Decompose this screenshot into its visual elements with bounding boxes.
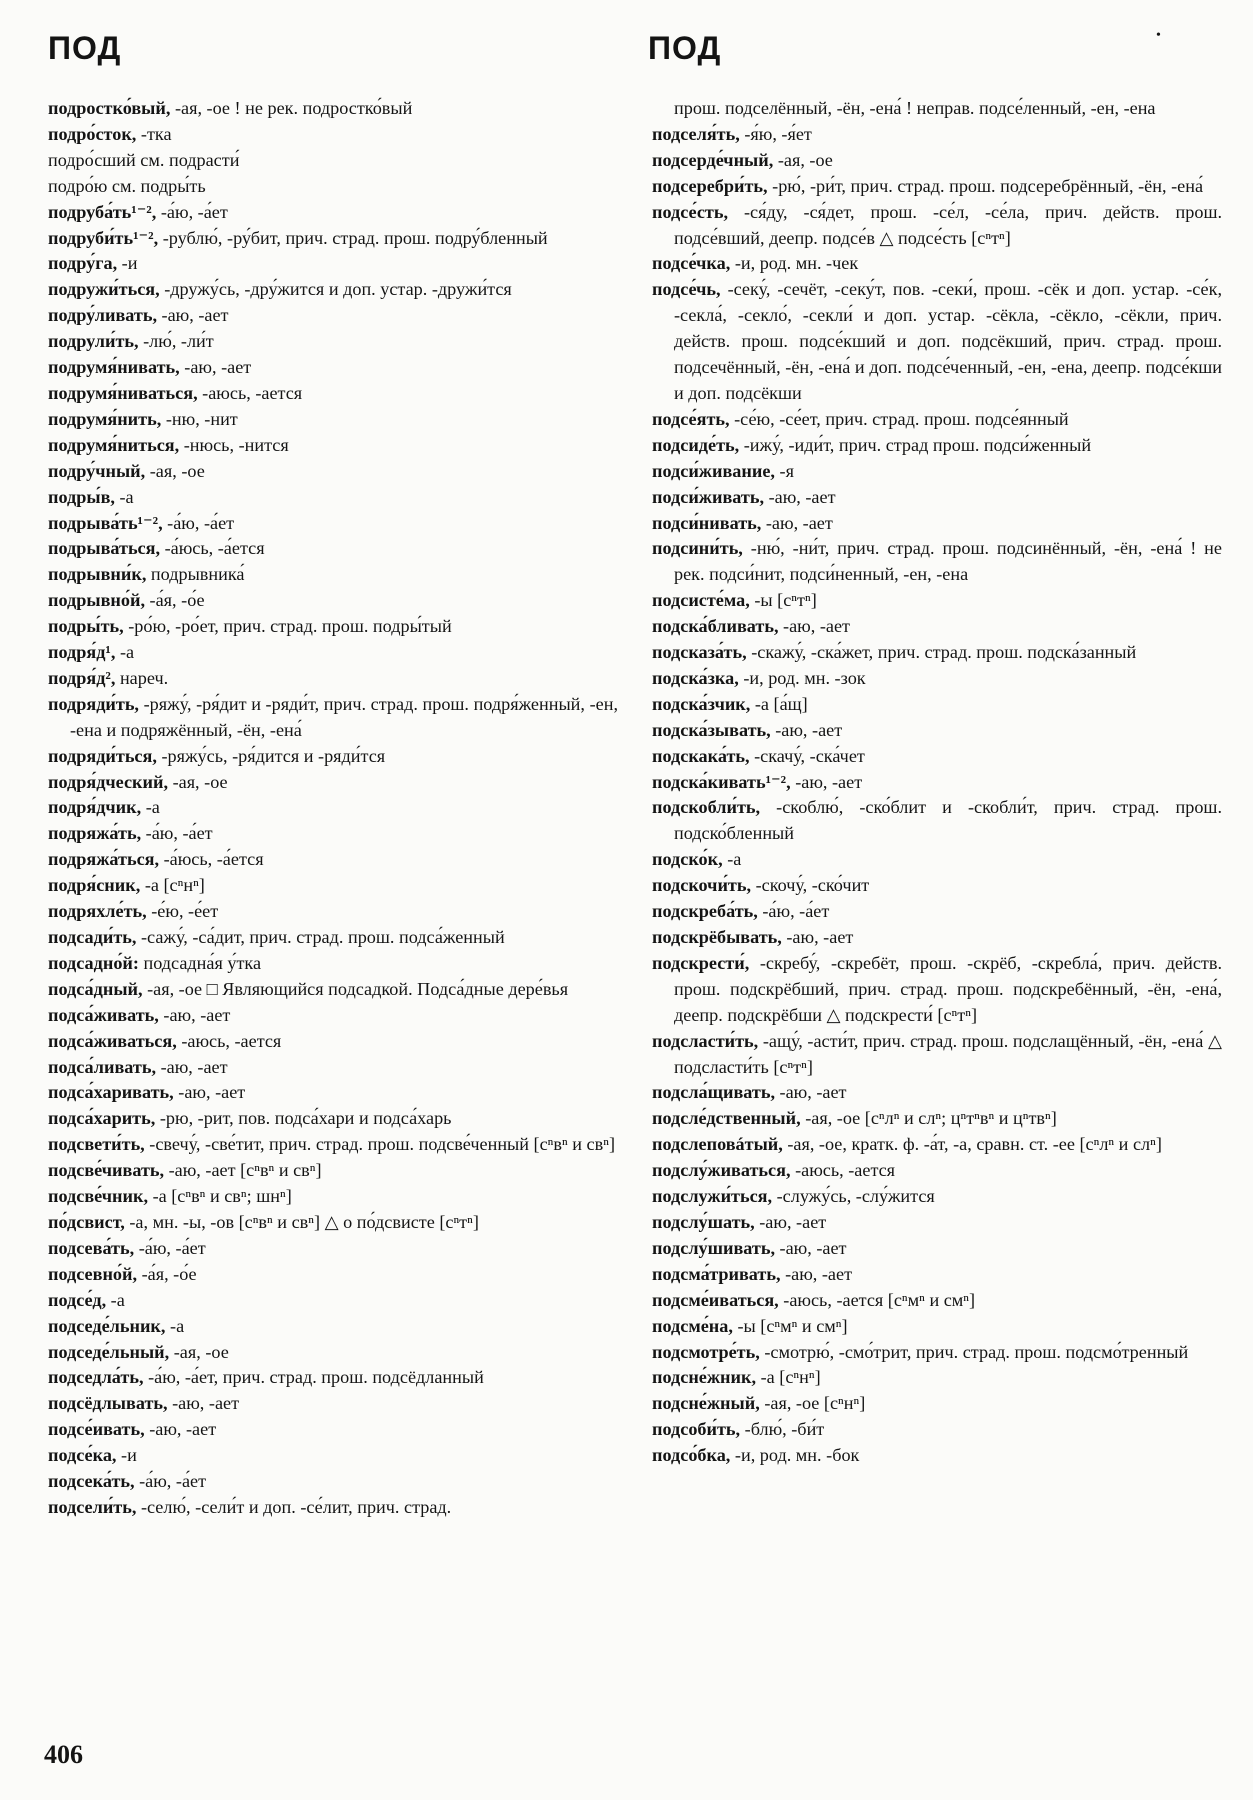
entry-headword: подря́сник,: [48, 875, 141, 896]
entry-definition: -аюсь, -ается: [176, 1030, 282, 1051]
entry-definition: -а, мн. -ы, -ов [сⁿвⁿ и свⁿ] △ о по́дсвисте [сⁿтⁿ]: [124, 1211, 479, 1232]
dictionary-entry: [48, 355, 618, 381]
dictionary-entry: [48, 1029, 618, 1055]
entry-headword: подса́живать,: [48, 1004, 159, 1025]
entry-headword: подсне́жник,: [652, 1367, 757, 1388]
entry-headword: подростко́вый,: [48, 98, 171, 118]
dictionary-entry: [652, 640, 1222, 666]
dictionary-entry: [652, 795, 1222, 847]
entry-definition: -рю, -рит, пов. подса́хари и подса́харь: [155, 1108, 452, 1129]
dictionary-entry: [652, 251, 1222, 277]
entry-headword: подсне́жный,: [652, 1393, 760, 1414]
dictionary-entry: [652, 485, 1222, 511]
entry-headword: подседе́льный,: [48, 1341, 170, 1362]
entry-definition: -а́юсь, -а́ется: [159, 849, 264, 870]
dictionary-entry: [652, 951, 1222, 1029]
dictionary-entry: [48, 1055, 618, 1081]
dictionary-entry: [48, 433, 618, 459]
entry-definition: -ся́ду, -ся́дет, прош. -се́л, -се́ла, прич. действ. прош. подсе́вший, деепр. подсе́в △ подсе́сть [сⁿтⁿ]: [674, 201, 1222, 248]
entry-definition: -и: [116, 1445, 137, 1466]
entry-definition: -а́ю, -а́ет: [134, 1237, 206, 1258]
entry-definition: -а [а́щ]: [750, 693, 808, 714]
entry-headword: подслеповáтый,: [652, 1134, 783, 1155]
entry-definition: -блю́, -би́т: [740, 1419, 825, 1440]
entry-headword: подсле́дственный,: [652, 1108, 801, 1129]
dictionary-entry: [652, 511, 1222, 537]
entry-definition: -а́ю, -а́ет: [134, 1471, 207, 1492]
entry-headword: подсели́ть,: [48, 1496, 137, 1517]
entry-headword: подсеребри́ть,: [652, 175, 768, 196]
entry-definition: -тка: [136, 123, 172, 144]
entry-definition: -а: [165, 1315, 185, 1336]
dictionary-entry: [48, 1210, 618, 1236]
entry-definition: -ащу́, -асти́т, прич. страд. прош. подслащённый, -ён, -ена́ △ подсласти́ть [сⁿтⁿ]: [674, 1030, 1222, 1077]
dictionary-entry: [652, 407, 1222, 433]
entry-headword: подсвети́ть,: [48, 1134, 145, 1155]
entry-headword: подседла́ть,: [48, 1367, 144, 1388]
entry-headword: подскреба́ть,: [652, 901, 758, 922]
entry-headword: подсве́чивать,: [48, 1160, 165, 1181]
entry-headword: подскрёбывать,: [652, 927, 782, 947]
entry-definition: -и, род. мн. -бок: [730, 1445, 860, 1466]
dictionary-entry: [48, 1158, 618, 1184]
entry-definition: -аюсь, -ается: [197, 382, 303, 403]
entry-definition: -а: [141, 797, 160, 818]
entry-headword: подси́живание,: [652, 460, 775, 481]
dictionary-entry: [652, 718, 1222, 744]
entry-headword: подседе́льник,: [48, 1315, 166, 1336]
entry-headword: подря́д¹,: [48, 642, 116, 663]
entry-headword: подсмотре́ть,: [652, 1341, 760, 1362]
dictionary-entry: [48, 666, 618, 692]
entry-definition: -сажу́, -са́дит, прич. страд. прош. подса́женный: [136, 927, 505, 947]
dictionary-entry: [48, 899, 618, 925]
entry-headword: подря́дчик,: [48, 797, 142, 818]
entry-definition: -рублю́, -ру́бит, прич. страд. прош. подру́бленный: [158, 227, 548, 248]
entry-headword: подряхле́ть,: [48, 901, 147, 922]
dictionary-entry: [652, 200, 1222, 252]
entry-definition: -а [сⁿнⁿ]: [140, 875, 205, 896]
entry-headword: подсла́щивать,: [652, 1082, 775, 1103]
dictionary-entry: [652, 873, 1222, 899]
dictionary-entry: [652, 1365, 1222, 1391]
entry-headword: подскобли́ть,: [652, 797, 761, 818]
dictionary-entry: [652, 277, 1222, 407]
entry-definition: -аю, -ает: [158, 1004, 231, 1025]
entry-definition: -ы [сⁿтⁿ]: [749, 590, 817, 611]
entry-headword: подсе́ка,: [48, 1445, 117, 1466]
dictionary-entry: [652, 588, 1222, 614]
entry-headword: подря́д²,: [48, 667, 116, 688]
dictionary-entry: [48, 1288, 618, 1314]
entry-definition: -ро́ю, -ро́ет, прич. страд. прош. подры́тый: [123, 616, 452, 637]
dictionary-entry: [652, 1314, 1222, 1340]
entry-definition: -а́я, -о́е: [145, 590, 205, 611]
entry-headword: подскрести́,: [652, 952, 750, 973]
entry-headword: подрули́ть,: [48, 331, 139, 352]
entry-definition: -секу́, -сечёт, -секу́т, пов. -секи́, прош. -сёк и доп. устар. -се́к, -секла́, -секло́, -секли́ и доп. устар. -сёкла, -сёкло, -сёкли, прич. действ. прош. подсе́кший и доп. подсёкший, прич. страд. прош. подсечённый, -ён, -ена́ и доп. подсе́ченный, -ен, -ена, деепр. подсе́кши и доп. подсёкши: [674, 279, 1222, 403]
dictionary-entry: [652, 1236, 1222, 1262]
entry-definition: -лю́, -ли́т: [138, 331, 214, 352]
entry-definition: -ая, -ое ! не рек. подростко́вый: [170, 98, 413, 118]
entry-definition: подро́сший см. подрасти́: [48, 149, 240, 170]
entry-definition: -и: [117, 253, 138, 274]
entry-definition: -ижу́, -иди́т, прич. страд прош. подси́женный: [739, 434, 1092, 455]
dictionary-entry: [48, 977, 618, 1003]
dictionary-entry: [652, 1262, 1222, 1288]
entry-headword: подрумя́нить,: [48, 408, 162, 429]
dictionary-entry: [48, 1314, 618, 1340]
entry-definition: -аю, -ает: [790, 771, 863, 792]
right-column: [652, 96, 1222, 1469]
dictionary-entry: [652, 666, 1222, 692]
entry-definition: -ню́, -ни́т, прич. страд. прош. подсинённый, -ён, -ена́ ! не рек. подси́нит, подси́ненный, -ен, -ена: [674, 538, 1222, 585]
entry-headword: подска́кивать¹⁻²,: [652, 771, 791, 792]
dictionary-entry: [48, 588, 618, 614]
entry-headword: подсма́тривать,: [652, 1263, 781, 1284]
entry-headword: подса́живаться,: [48, 1030, 177, 1051]
entry-headword: подру́га,: [48, 253, 118, 274]
dictionary-entry: [48, 562, 618, 588]
entry-definition: -ая, -ое, кратк. ф. -а́т, -а, сравн. ст. -ее [сⁿлⁿ и слⁿ]: [782, 1134, 1162, 1155]
entry-definition: -ая, -ое: [773, 149, 833, 170]
dictionary-entry: [48, 1391, 618, 1417]
entry-headword: подска́зчик,: [652, 693, 751, 714]
entry-headword: подско́к,: [652, 849, 723, 870]
dictionary-entry: [48, 485, 618, 511]
entry-definition: -нюсь, -нится: [179, 434, 289, 455]
entry-headword: подскака́ть,: [652, 745, 750, 766]
entry-headword: подру́чный,: [48, 460, 146, 481]
entry-headword: подскочи́ть,: [652, 875, 752, 896]
dictionary-entry: [48, 770, 618, 796]
entry-headword: подсе́чка,: [652, 253, 731, 274]
entry-definition: нареч.: [115, 667, 169, 688]
entry-definition: -ряжу́сь, -ря́дится и -ряди́тся: [156, 745, 386, 766]
entry-definition: -а́ю, -а́ет: [162, 512, 235, 533]
dictionary-entry: [652, 899, 1222, 925]
dictionary-entry: [652, 847, 1222, 873]
entry-definition: -скоблю́, -ско́блит и -скобли́т, прич. страд. прош. подско́бленный: [674, 797, 1222, 844]
entry-definition: -аю, -ает: [156, 1056, 228, 1077]
entry-headword: подружи́ться,: [48, 279, 160, 300]
entry-headword: подсисте́ма,: [652, 590, 750, 611]
entry-headword: подсиде́ть,: [652, 434, 740, 455]
entry-definition: -а́ю, -а́ет: [141, 823, 213, 844]
dictionary-entry: [48, 122, 618, 148]
entry-headword: подсласти́ть,: [652, 1030, 759, 1051]
entry-definition: -а: [722, 849, 742, 870]
dictionary-entry: [652, 1029, 1222, 1081]
entry-headword: подселя́ть,: [652, 123, 740, 144]
entry-headword: подру́ливать,: [48, 305, 157, 326]
entry-headword: подска́бливать,: [652, 616, 779, 637]
entry-definition: -а́ю, -а́ет, прич. страд. прош. подсёдланный: [143, 1367, 484, 1388]
dictionary-entry: [48, 226, 618, 252]
entry-headword: подсе́чь,: [652, 279, 721, 300]
entry-definition: -е́ю, -е́ет: [146, 901, 219, 922]
dictionary-entry: [652, 1288, 1222, 1314]
dictionary-entry: [652, 1080, 1222, 1106]
dictionary-entry: [652, 174, 1222, 200]
dictionary-entry: [48, 96, 618, 122]
dictionary-entry: [48, 640, 618, 666]
entry-definition: -ая, -ое □ Являющийся подсадкой. Подса́дные дере́вья: [142, 978, 569, 999]
entry-headword: подса́ливать,: [48, 1056, 157, 1077]
dictionary-entry: [48, 303, 618, 329]
dictionary-entry: [48, 459, 618, 485]
entry-headword: подруба́ть¹⁻²,: [48, 201, 157, 222]
entry-headword: подсерде́чный,: [652, 149, 774, 170]
entry-headword: подро́сток,: [48, 123, 137, 144]
entry-headword: подрывни́к,: [48, 564, 147, 585]
dictionary-entry: [652, 692, 1222, 718]
dictionary-entry: [652, 1417, 1222, 1443]
entry-headword: подруби́ть¹⁻²,: [48, 227, 159, 248]
entry-definition: -аю, -ает: [781, 927, 854, 947]
page-header-left: ПОД: [48, 30, 122, 66]
dictionary-entry: [48, 1340, 618, 1366]
entry-headword: подсевно́й,: [48, 1263, 138, 1284]
entry-headword: подска́зка,: [652, 667, 739, 688]
entry-headword: подрыва́ть¹⁻²,: [48, 512, 163, 533]
entry-headword: подсёдлывать,: [48, 1393, 168, 1414]
entry-headword: подсадно́й:: [48, 952, 139, 973]
entry-headword: подрумя́нивать,: [48, 357, 180, 378]
entry-definition: -ая, -ое: [145, 460, 205, 481]
dictionary-entry: [48, 692, 618, 744]
entry-definition: -я́ю, -я́ет: [739, 123, 812, 144]
entry-headword: подрумя́ниться,: [48, 434, 180, 455]
entry-definition: подсадна́я у́тка: [138, 952, 262, 973]
entry-definition: -аю, -ает: [167, 1393, 240, 1414]
entry-headword: подсини́ть,: [652, 538, 743, 559]
dictionary-entry: [652, 1158, 1222, 1184]
entry-headword: подсоби́ть,: [652, 1419, 741, 1440]
entry-headword: подсе́д,: [48, 1289, 107, 1310]
entry-definition: прош. подселённый, -ён, -ена́ ! неправ. подсе́ленный, -ен, -ена: [674, 98, 1156, 118]
entry-definition: -скребу́, -скребёт, прош. -скрёб, -скребла́, прич. действ. прош. подскрёбший, прич. страд. прош. подскребённый, -ён, -ена́, деепр. подскрёбши △ подскрести́ [сⁿтⁿ]: [674, 952, 1222, 1025]
dictionary-entry: [48, 1443, 618, 1469]
entry-headword: подслу́живаться,: [652, 1160, 791, 1181]
entry-definition: -аю, -ает: [754, 1211, 827, 1232]
entry-definition: подрывника́: [146, 564, 245, 585]
dictionary-entry: [652, 148, 1222, 174]
entry-headword: подска́зывать,: [652, 719, 771, 740]
dictionary-entry: [652, 925, 1222, 951]
entry-definition: -аю, -ает [сⁿвⁿ и свⁿ]: [164, 1160, 322, 1181]
dictionary-entry: [48, 536, 618, 562]
dictionary-entry: [652, 744, 1222, 770]
entry-definition: -дружу́сь, -дру́жится и доп. устар. -дружи́тся: [159, 279, 512, 300]
entry-definition: -рю́, -ри́т, прич. страд. прош. подсеребрённый, -ён, -ена́: [767, 175, 1204, 196]
entry-definition: -а́юсь, -а́ется: [160, 538, 265, 559]
dictionary-entry: [652, 433, 1222, 459]
entry-headword: подря́дческий,: [48, 771, 169, 792]
dictionary-entry: [652, 770, 1222, 796]
corner-mark: •: [1156, 28, 1161, 43]
entry-definition: -аю, -ает: [770, 719, 843, 740]
entry-headword: подрывно́й,: [48, 590, 145, 611]
entry-headword: подсве́чник,: [48, 1186, 149, 1207]
entry-definition: -аю, -ает: [157, 305, 229, 326]
left-column: [48, 96, 618, 1521]
dictionary-entry: [48, 200, 618, 226]
page-header-right: ПОД: [648, 30, 722, 66]
entry-definition: -се́ю, -се́ет, прич. страд. прош. подсе́янный: [729, 408, 1069, 429]
dictionary-entry: [48, 1132, 618, 1158]
entry-definition: -а́ю, -а́ет: [156, 201, 228, 222]
entry-headword: подсе́сть,: [652, 201, 729, 222]
entry-definition: -аю, -ает: [144, 1419, 217, 1440]
dictionary-entry: [48, 1365, 618, 1391]
dictionary-entry: [48, 614, 618, 640]
entry-definition: -аю, -ает: [173, 1082, 246, 1103]
dictionary-entry: [48, 381, 618, 407]
entry-definition: -скачу́, -ска́чет: [749, 745, 865, 766]
entry-definition: -ая, -ое [сⁿлⁿ и слⁿ; цⁿтⁿвⁿ и цⁿтвⁿ]: [800, 1108, 1057, 1129]
dictionary-entry: [48, 1080, 618, 1106]
entry-headword: подси́нивать,: [652, 512, 762, 533]
dictionary-entry: [48, 329, 618, 355]
entry-headword: подры́в,: [48, 486, 115, 507]
dictionary-entry: [48, 407, 618, 433]
entry-headword: подсо́бка,: [652, 1445, 731, 1466]
entry-headword: подсме́иваться,: [652, 1289, 779, 1310]
entry-definition: -а́я, -о́е: [137, 1263, 197, 1284]
dictionary-entry: [48, 174, 618, 200]
entry-definition: -ню, -нит: [161, 408, 238, 429]
dictionary-entry: [48, 873, 618, 899]
dictionary-entry: [48, 1469, 618, 1495]
dictionary-entry: [652, 1132, 1222, 1158]
entry-definition: -аю, -ает: [775, 1082, 847, 1103]
dictionary-entry: [48, 744, 618, 770]
dictionary-entry: [652, 122, 1222, 148]
dictionary-entry: [652, 536, 1222, 588]
entry-headword: подряди́ть,: [48, 693, 139, 714]
entry-headword: подсказа́ть,: [652, 642, 747, 663]
dictionary-entry: [48, 1262, 618, 1288]
entry-definition: -свечу́, -све́тит, прич. страд. прош. подсве́ченный [сⁿвⁿ и свⁿ]: [144, 1134, 615, 1155]
dictionary-entry: [48, 821, 618, 847]
entry-definition: -а: [106, 1289, 125, 1310]
entry-definition: -и, род. мн. -чек: [730, 253, 859, 274]
entry-definition: -я: [774, 460, 794, 481]
entry-headword: подряди́ться,: [48, 745, 157, 766]
dictionary-entry: [652, 1210, 1222, 1236]
entry-definition: -аю, -ает: [179, 357, 252, 378]
entry-definition: -аю, -ает: [780, 1263, 853, 1284]
dictionary-entry: [48, 847, 618, 873]
dictionary-entry: [652, 1391, 1222, 1417]
entry-headword: подсади́ть,: [48, 927, 137, 947]
dictionary-entry: [652, 1184, 1222, 1210]
dictionary-entry: [48, 1417, 618, 1443]
entry-headword: подса́дный,: [48, 978, 143, 999]
entry-headword: подслу́шивать,: [652, 1237, 775, 1258]
entry-definition: -аю, -ает: [764, 486, 836, 507]
page-number: 406: [44, 1740, 83, 1769]
entry-headword: подслужи́ться,: [652, 1186, 773, 1207]
entry-definition: -аюсь, -ается: [790, 1160, 896, 1181]
entry-definition: -аюсь, -ается [сⁿмⁿ и смⁿ]: [778, 1289, 976, 1310]
entry-headword: подсме́на,: [652, 1315, 733, 1336]
dictionary-entry: [652, 1443, 1222, 1469]
entry-headword: подслу́шать,: [652, 1211, 755, 1232]
entry-definition: -ы [сⁿмⁿ и смⁿ]: [732, 1315, 848, 1336]
dictionary-entry: [48, 795, 618, 821]
entry-headword: подры́ть,: [48, 616, 124, 637]
entry-definition: -ая, -ое: [168, 771, 228, 792]
entry-headword: подси́живать,: [652, 486, 765, 507]
entry-headword: подсе́ять,: [652, 408, 730, 429]
entry-definition: -ая, -ое [сⁿнⁿ]: [759, 1393, 866, 1414]
dictionary-entry: [48, 1003, 618, 1029]
entry-definition: -аю, -ает: [761, 512, 833, 533]
entry-definition: -а [сⁿвⁿ и свⁿ; шнⁿ]: [148, 1186, 292, 1207]
entry-definition: -служу́сь, -слу́жится: [772, 1186, 935, 1207]
entry-definition: -смотрю́, -смо́трит, прич. страд. прош. подсмо́тренный: [759, 1341, 1189, 1362]
dictionary-entry: [652, 614, 1222, 640]
entry-definition: -а: [115, 642, 135, 663]
dictionary-entry: [652, 459, 1222, 485]
entry-headword: подрумя́ниваться,: [48, 382, 198, 403]
dictionary-entry: [48, 148, 618, 174]
dictionary-entry: [48, 1236, 618, 1262]
dictionary-entry: [48, 511, 618, 537]
dictionary-entry: [48, 925, 618, 951]
entry-definition: -и, род. мн. -зок: [738, 667, 866, 688]
dictionary-entry: [48, 1106, 618, 1132]
entry-headword: по́дсвист,: [48, 1211, 125, 1232]
dictionary-entry: [48, 951, 618, 977]
entry-definition: -а [сⁿнⁿ]: [756, 1367, 821, 1388]
dictionary-entry: [48, 1184, 618, 1210]
entry-headword: подсе́ивать,: [48, 1419, 145, 1440]
dictionary-entry: [48, 1495, 618, 1521]
entry-headword: подса́харивать,: [48, 1082, 174, 1103]
entry-definition: -селю́, -сели́т и доп. -се́лит, прич. страд.: [136, 1496, 452, 1517]
dictionary-entry: [48, 277, 618, 303]
entry-headword: подрыва́ться,: [48, 538, 161, 559]
entry-headword: подсека́ть,: [48, 1471, 135, 1492]
dictionary-entry: [48, 251, 618, 277]
entry-definition: -аю, -ает: [778, 616, 851, 637]
entry-definition: -ая, -ое: [169, 1341, 229, 1362]
entry-headword: подряжа́ть,: [48, 823, 142, 844]
entry-definition: -аю, -ает: [775, 1237, 847, 1258]
entry-headword: подсева́ть,: [48, 1237, 135, 1258]
entry-definition: -скажу́, -ска́жет, прич. страд. прош. подска́занный: [746, 642, 1137, 663]
dictionary-entry: [652, 1340, 1222, 1366]
entry-definition: -а́ю, -а́ет: [757, 901, 830, 922]
entry-definition: -скочу́, -ско́чит: [751, 875, 870, 896]
dictionary-entry: [652, 96, 1222, 122]
dictionary-entry: [652, 1106, 1222, 1132]
entry-definition: -а: [114, 486, 134, 507]
entry-headword: подса́харить,: [48, 1108, 156, 1129]
entry-definition: -ряжу́, -ря́дит и -ряди́т, прич. страд. прош. подря́женный, -ен, -ена и подряжённый, -ён, -ена́: [70, 693, 618, 740]
entry-headword: подряжа́ться,: [48, 849, 160, 870]
entry-definition: подро́ю см. подры́ть: [48, 175, 206, 196]
